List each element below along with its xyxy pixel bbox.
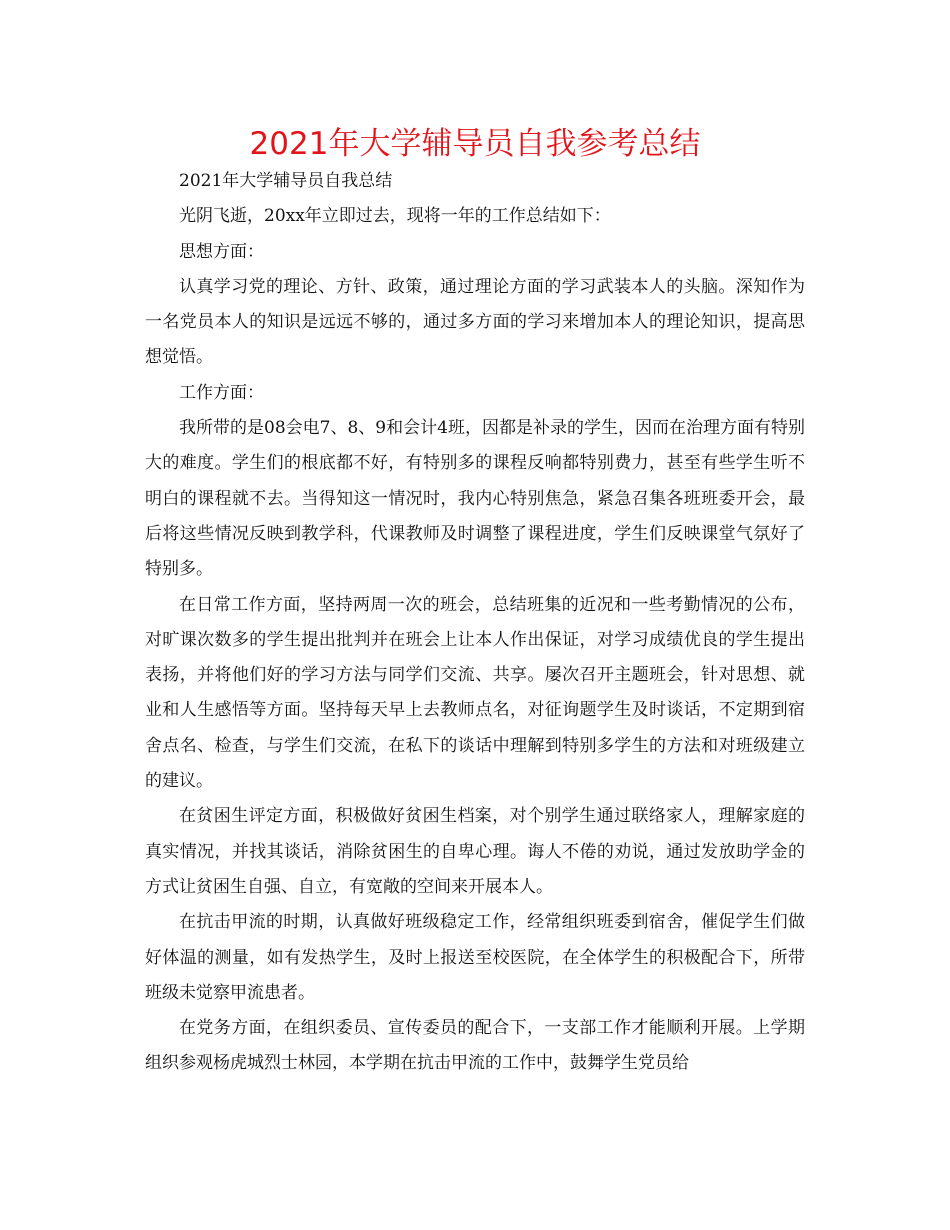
section-heading-work: 工作方面：	[179, 382, 264, 403]
paragraph-party-affairs: 在党务方面，在组织委员、宣传委员的配合下，一支部工作才能顺利开展。上学期组织参观杨虎城烈士林园，本学期在抗击甲流的工作中，鼓舞学生党员给	[145, 1018, 805, 1074]
paragraph-class-management: 我所带的是08会电7、8、9和会计4班，因都是补录的学生，因而在治理方面有特别大的难度。学生们的根底都不好，有特别多的课程反响都特别费力，甚至有些学生听不明白的课程就不去。当得知这一情况时，我内心特别焦急，紧急召集各班班委开会，最后将这些情况反映到教学科，代课教师及时调整了课程进度，学生们反映课堂气氛好了特别多。	[145, 418, 805, 580]
paragraph-poverty-aid: 在贫困生评定方面，积极做好贫困生档案，对个别学生通过联络家人，理解家庭的真实情况，并找其谈话，消除贫困生的自卑心理。诲人不倦的劝说，通过发放助学金的方式让贫困生自强、自立，有宽敞的空间来开展本人。	[145, 806, 805, 897]
paragraph-subtitle: 2021年大学辅导员自我总结	[179, 171, 393, 191]
paragraph-thought: 认真学习党的理论、方针、政策，通过理论方面的学习武装本人的头脑。深知作为一名党员本人的知识是远远不够的，通过多方面的学习来增加本人的理论知识，提高思想觉悟。	[145, 276, 805, 368]
document-title: 2021年大学辅导员自我参考总结	[249, 126, 701, 162]
paragraph-intro: 光阴飞逝，20xx年立即过去，现将一年的工作总结如下：	[179, 206, 611, 227]
document-body	[145, 164, 805, 1082]
section-heading-thought: 思想方面：	[179, 241, 264, 262]
paragraph-flu-prevention: 在抗击甲流的时期，认真做好班级稳定工作，经常组织班委到宿舍，催促学生们做好体温的测量，如有发热学生，及时上报送至校医院，在全体学生的积极配合下，所带班级未觉察甲流患者。	[145, 912, 805, 1003]
paragraph-daily-work: 在日常工作方面，坚持两周一次的班会，总结班集的近况和一些考勤情况的公布，对旷课次数多的学生提出批判并在班会上让本人作出保证，对学习成绩优良的学生提出表扬，并将他们好的学习方法与同学们交流、共享。屡次召开主题班会，针对思想、就业和人生感悟等方面。坚持每天早上去教师点名，对征询题学生及时谈话，不定期到宿舍点名、检查，与学生们交流，在私下的谈话中理解到特别多学生的方法和对班级建立的建议。	[145, 594, 805, 792]
